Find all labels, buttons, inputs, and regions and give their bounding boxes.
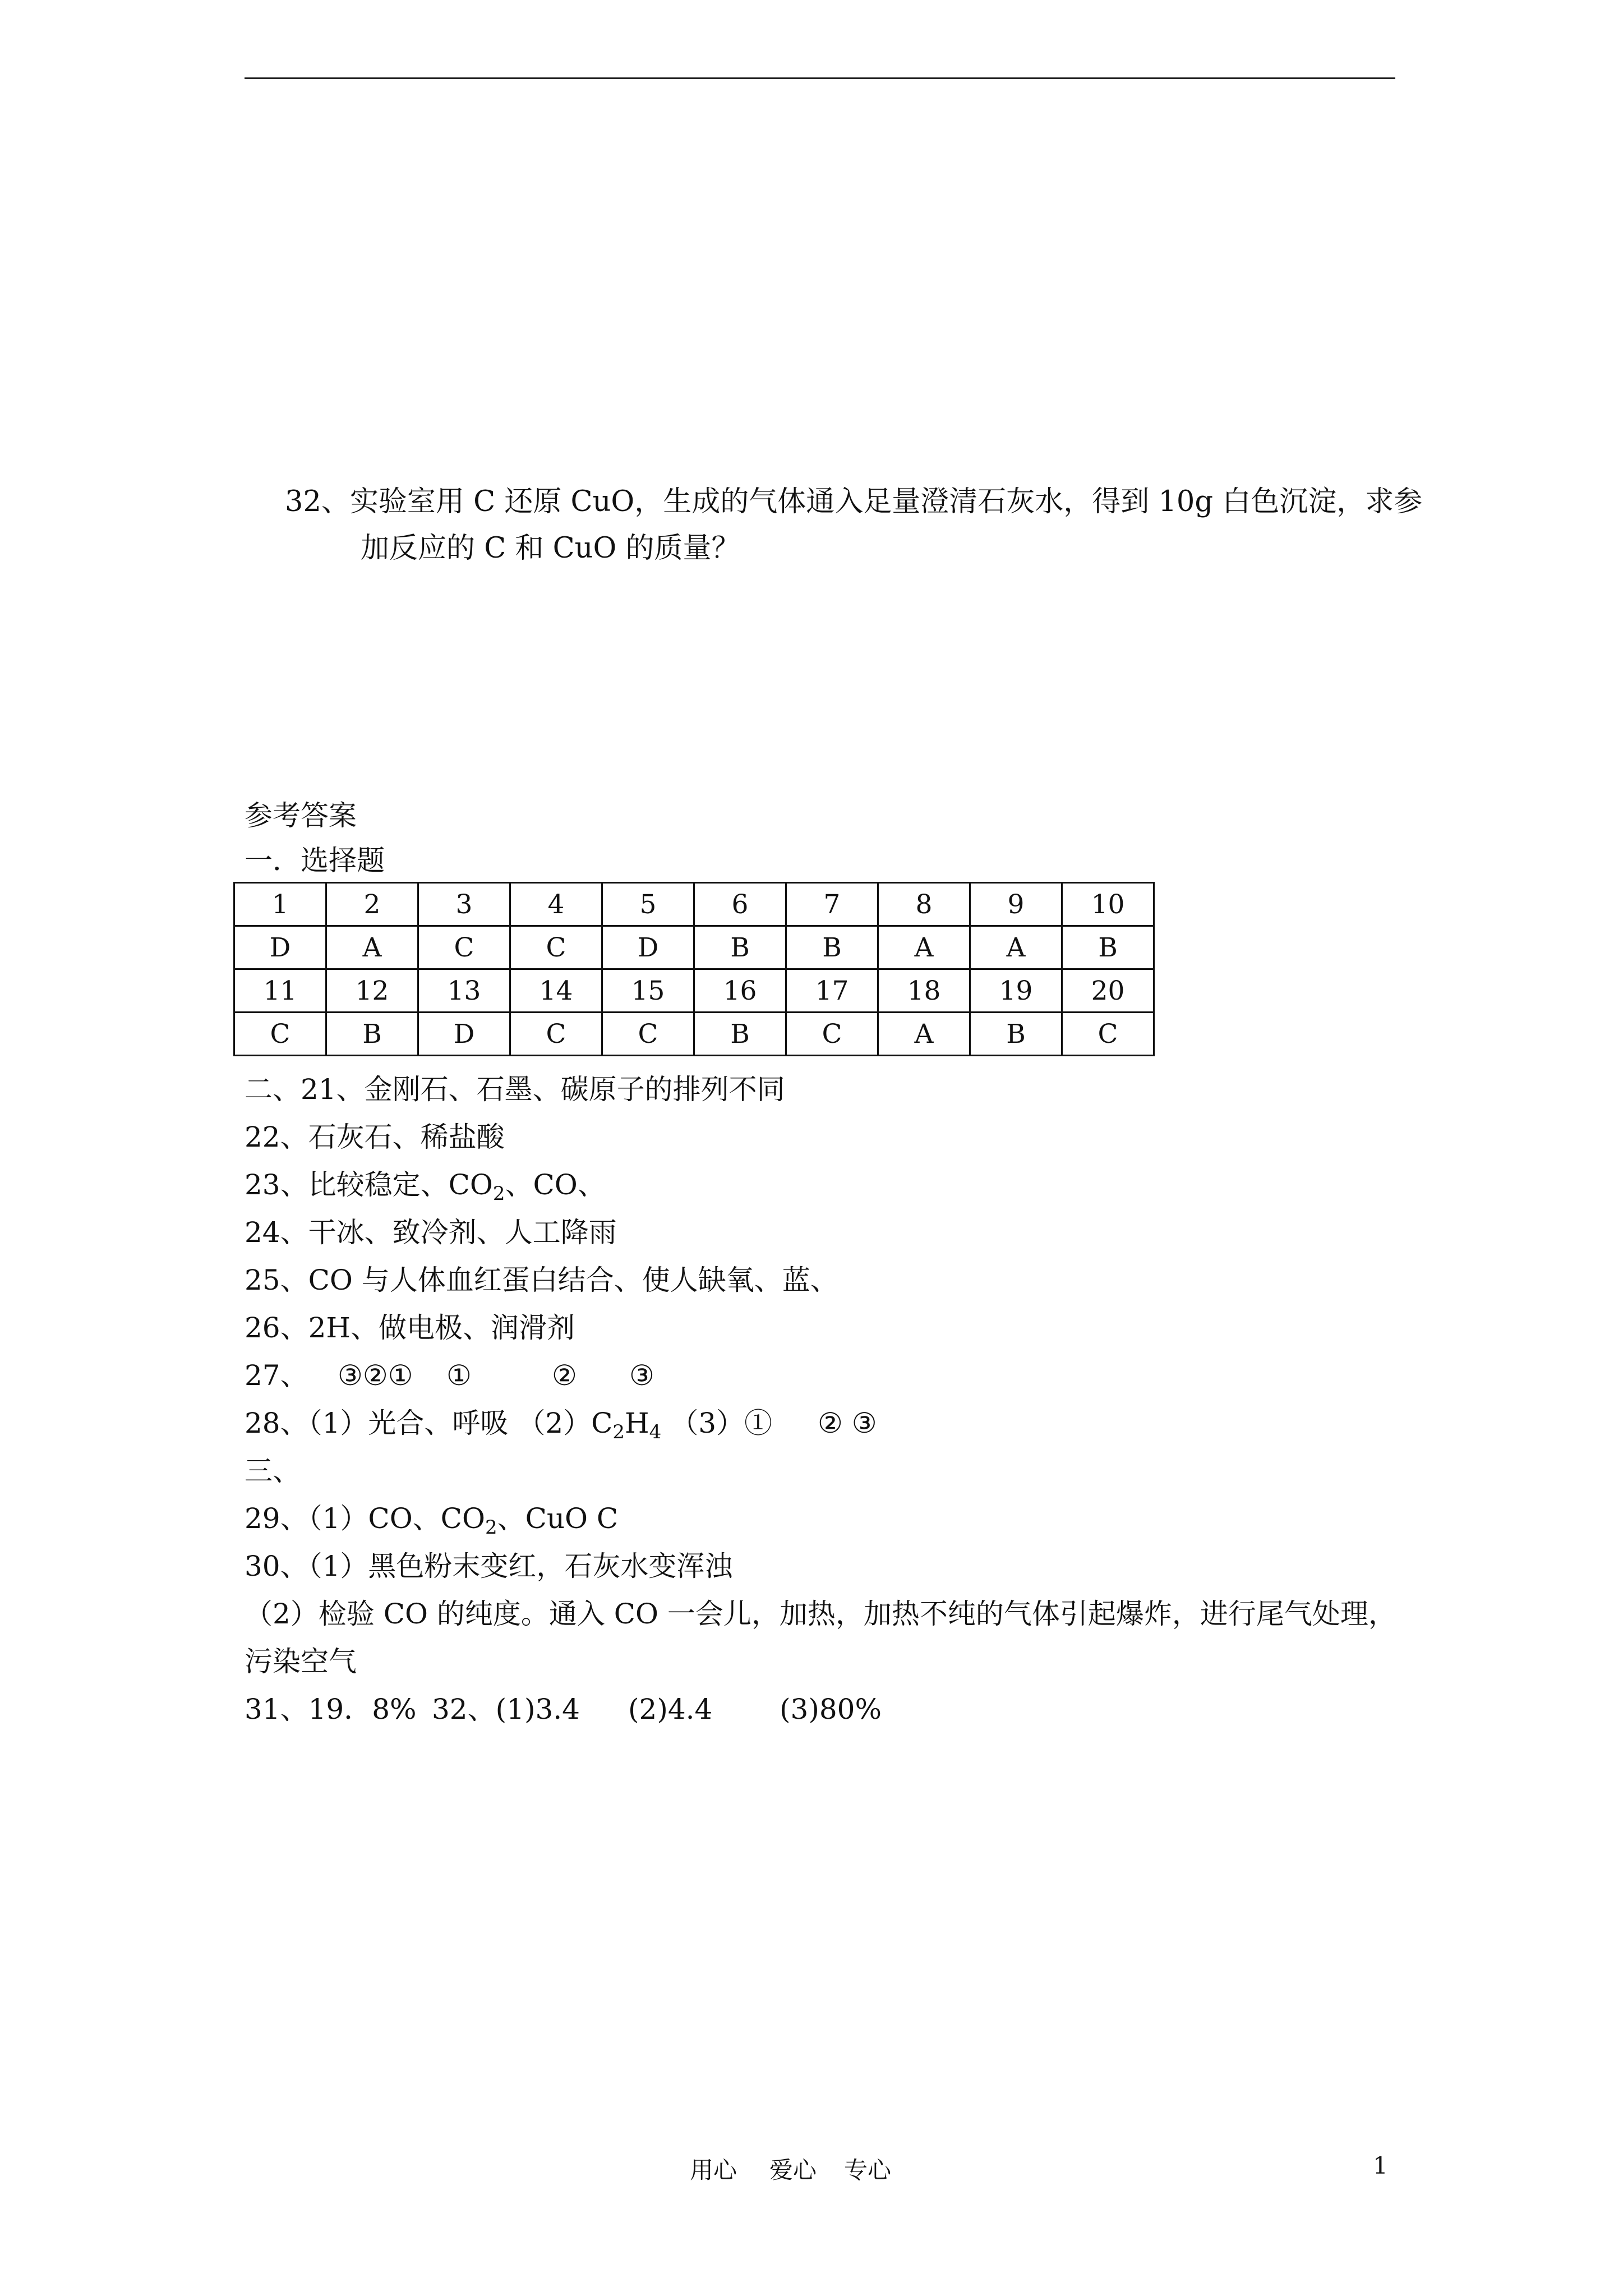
answer-table-cell: C — [602, 1013, 694, 1056]
answer-table-cell: 10 — [1062, 883, 1154, 926]
answer-21: 二、21、金刚石、石墨、碳原子的排列不同 — [245, 1073, 785, 1106]
answer-27-group-1: ③②① — [338, 1359, 413, 1392]
answer-27-group-3: ② — [552, 1359, 577, 1392]
answer-table-cell: 14 — [510, 969, 602, 1013]
answer-27-group-4: ③ — [629, 1359, 654, 1392]
answer-table-cell: 7 — [786, 883, 878, 926]
answer-22: 22、石灰石、稀盐酸 — [245, 1121, 505, 1153]
answer-table-cell: A — [326, 926, 418, 969]
answer-table — [233, 882, 1155, 1056]
answer-table-cell: B — [694, 1013, 786, 1056]
answer-table-cell: B — [694, 926, 786, 969]
answer-table-cell: D — [234, 926, 326, 969]
answer-table-cell: 11 — [234, 969, 326, 1013]
answer-24: 24、干冰、致冷剂、人工降雨 — [245, 1216, 617, 1249]
answer-table-cell: 2 — [326, 883, 418, 926]
answer-table-cell: 5 — [602, 883, 694, 926]
answer-28: 28、（1）光合、呼吸 $(2)C_2H_4$ （3）① — [245, 1407, 773, 1443]
question-32-line-1: 32、实验室用 C 还原 CuO，生成的气体通入足量澄清石灰水，得到 10g 白色沉淀，求参 — [285, 485, 1423, 518]
answer-table-cell: A — [878, 926, 970, 969]
section-1-title: 一．选择题 — [245, 844, 385, 877]
footer-motto-2: 爱心 — [769, 2156, 817, 2184]
answer-table-cell: 16 — [694, 969, 786, 1013]
section-3-title: 三、 — [245, 1455, 301, 1487]
answer-table-cell: 15 — [602, 969, 694, 1013]
answer-table-cell: 17 — [786, 969, 878, 1013]
page-number: 1 — [1373, 2152, 1388, 2179]
answer-25: 25、CO 与人体血红蛋白结合、使人缺氧、蓝、 — [245, 1264, 838, 1296]
footer-motto-1: 用心 — [690, 2156, 737, 2184]
answer-table-cell: C — [510, 926, 602, 969]
answer-table-cell: B — [1062, 926, 1154, 969]
answer-table-cell: A — [970, 926, 1062, 969]
answer-table-cell: D — [602, 926, 694, 969]
answer-table-cell: C — [510, 1013, 602, 1056]
answer-table-cell: C — [418, 926, 510, 969]
answer-table-row — [234, 1013, 1154, 1056]
answer-27-group-2: ① — [446, 1359, 472, 1392]
answers-heading: 参考答案 — [245, 799, 357, 832]
answer-32-part-3: (3)80% — [780, 1693, 882, 1726]
answer-table-cell: 19 — [970, 969, 1062, 1013]
answer-30-line-2: （2）检验 CO 的纯度。通入 CO 一会儿，加热，加热不纯的气体引起爆炸，进行尾气处理， — [245, 1598, 1396, 1630]
answer-table-row — [234, 969, 1154, 1013]
answer-table-cell: B — [326, 1013, 418, 1056]
answer-table-row — [234, 926, 1154, 969]
answer-29: 29、（1）CO、$CO_2$、CuO C — [245, 1502, 619, 1539]
question-32-line-2: 加反应的 C 和 CuO 的质量？ — [361, 532, 740, 565]
answer-26: 26、2H、做电极、润滑剂 — [245, 1312, 575, 1344]
answer-table-cell: 8 — [878, 883, 970, 926]
answer-30-line-1: 30、（1）黑色粉末变红，石灰水变浑浊 — [245, 1550, 733, 1582]
answer-table-cell: 20 — [1062, 969, 1154, 1013]
answer-table-cell: C — [234, 1013, 326, 1056]
answer-table-cell: 4 — [510, 883, 602, 926]
answer-table-cell: 18 — [878, 969, 970, 1013]
answer-table-cell: C — [1062, 1013, 1154, 1056]
answer-30-line-3: 污染空气 — [245, 1645, 357, 1678]
answer-23: 23、比较稳定、$CO_2$、CO、 — [245, 1168, 606, 1205]
answer-table-cell: 13 — [418, 969, 510, 1013]
answer-27-label: 27、 — [245, 1359, 308, 1392]
header-rule — [245, 77, 1395, 79]
answer-table-cell: A — [878, 1013, 970, 1056]
answer-32-part-2: (2)4.4 — [628, 1693, 713, 1726]
answer-31: 31、19．8% — [245, 1693, 417, 1726]
answer-32-part-1: 32、(1)3.4 — [432, 1693, 580, 1726]
answer-table-cell: 6 — [694, 883, 786, 926]
answer-28-tail: ② ③ — [818, 1407, 877, 1439]
answer-table-cell: C — [786, 1013, 878, 1056]
answer-table-cell: 1 — [234, 883, 326, 926]
answer-table-cell: 12 — [326, 969, 418, 1013]
answer-table-cell: B — [970, 1013, 1062, 1056]
footer-motto-3: 专心 — [844, 2156, 892, 2184]
answer-table-cell: 9 — [970, 883, 1062, 926]
answer-table-cell: D — [418, 1013, 510, 1056]
answer-table-row — [234, 883, 1154, 926]
answer-table-cell: B — [786, 926, 878, 969]
answer-table-cell: 3 — [418, 883, 510, 926]
